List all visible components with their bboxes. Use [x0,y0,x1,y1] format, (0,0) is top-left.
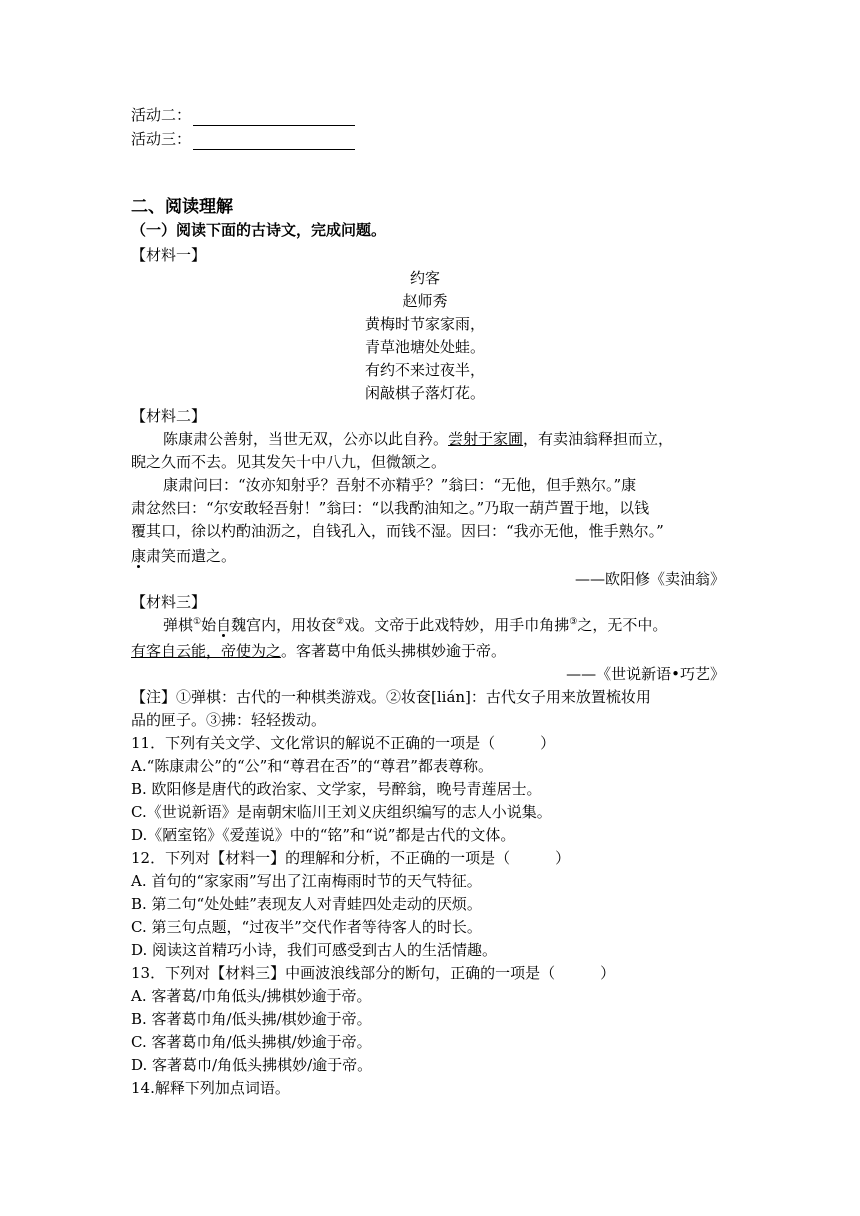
question-12-option-d[interactable]: D. 阅读这首精巧小诗，我们可感受到古人的生活情趣。 [131,941,498,959]
material1-label: 【材料一】 [131,246,207,264]
question-12-option-b[interactable]: B. 第二句“处处蛙”表现友人对青蛙四处走动的厌烦。 [131,895,482,913]
material3-text-b: 始 [201,616,217,634]
question-13-option-a[interactable]: A. 客著葛/巾角低头/拂棋妙逾于帝。 [131,987,372,1005]
question-13-option-c[interactable]: C. 客著葛巾角/低头拂棋/妙逾于帝。 [131,1033,372,1051]
material2-p2-line2: 肃忿然曰：“尔安敢轻吾射！”翁曰：“以我酌油知之。”乃取一葫芦置于地，以钱 [131,499,650,517]
section-title: 二、阅读理解 [131,197,233,217]
material2-p2-line3: 覆其口，徐以杓酌油沥之，自钱孔入，而钱不湿。因曰：“我亦无他，惟手熟尔。” [131,522,664,540]
question-12-option-c[interactable]: C. 第三句点题，“过夜半”交代作者等待客人的时长。 [131,918,482,936]
poem-title: 约客 [409,269,440,287]
poem-line-4: 闲敲棋子落灯花。 [364,384,485,402]
poem-line-1: 黄梅时节家家雨， [364,315,485,333]
material2-p1-text-a: 陈康肃公善射，当世无双，公亦以此自矜。 [163,430,449,448]
poem-author: 赵师秀 [402,292,448,310]
material2-p1-text-b: ，有卖油翁释担而立， [523,430,674,448]
dotted-word-kang: 康 [131,547,147,565]
note-line-2: 品的匣子。③拂：轻轻拨动。 [131,711,327,729]
material3-text-f: 。客著葛中角低头拂棋妙逾于帝。 [281,642,507,660]
note-line-1: 【注】①弹棋：古代的一种棋类游戏。②妆奁[lián]：古代女子用来放置梳妆用 [131,688,651,706]
footnote-ref-3: ③ [569,617,578,627]
question-11-option-d[interactable]: D.《陋室铭》《爱莲说》中的“铭”和“说”都是古代的文体。 [131,826,516,844]
material2-underlined-phrase: 尝射于家圃 [448,430,524,448]
material2-p1-line2: 睨之久而不去。见其发矢十中八九，但微颔之。 [131,453,447,471]
activity-3-blank[interactable] [193,134,355,150]
material3-text-d: 戏。文帝于此戏特妙，用手巾角拂 [344,616,570,634]
footnote-ref-2: ② [336,617,345,627]
material3-p1 [163,614,667,636]
activity-3-label: 活动三： [131,130,192,148]
poem-line-2: 青草池塘处处蛙。 [364,338,485,356]
material2-p2-line4 [131,545,236,567]
poem-line-3: 有约不来过夜半， [364,361,485,379]
question-12-option-a[interactable]: A. 首句的“家家雨”写出了江南梅雨时节的天气特征。 [131,872,482,890]
question-14-stem: 14.解释下列加点词语。 [131,1079,290,1097]
question-11-stem: 11．下列有关文学、文化常识的解说不正确的一项是（ ） [131,734,556,752]
material2-p2-text-d: 肃笑而遣之。 [146,547,237,565]
activity-2-blank[interactable] [193,110,355,126]
dotted-word-zi: 自 [216,616,232,634]
material2-source: ——欧阳修《卖油翁》 [574,570,725,588]
material3-source: ——《世说新语•巧艺》 [566,665,725,683]
question-13-option-b[interactable]: B. 客著葛巾角/低头拂/棋妙逾于帝。 [131,1010,372,1028]
material3-underlined-phrase: 有客自云能，帝使为之 [131,642,282,660]
material2-p2-line1: 康肃问曰：“汝亦知射乎？吾射不亦精乎？”翁曰：“无他，但手熟尔。”康 [163,476,637,494]
material3-text-a: 弹棋 [163,616,194,634]
material3-p2 [131,640,506,662]
question-11-option-a[interactable]: A.“陈康肃公”的“公”和“尊君在否”的“尊君”都表尊称。 [131,757,493,775]
question-11-option-b[interactable]: B. 欧阳修是唐代的政治家、文学家，号醉翁，晚号青莲居士。 [131,780,542,798]
question-12-stem: 12．下列对【材料一】的理解和分析，不正确的一项是（ ） [131,849,571,867]
material2-label: 【材料二】 [131,407,207,425]
material3-label: 【材料三】 [131,593,207,611]
question-13-stem: 13．下列对【材料三】中画波浪线部分的断句，正确的一项是（ ） [131,964,616,982]
subsection-title: （一）阅读下面的古诗文，完成问题。 [131,221,387,239]
question-11-option-c[interactable]: C.《世说新语》是南朝宋临川王刘义庆组织编写的志人小说集。 [131,803,552,821]
activity-2-line [131,104,355,126]
activity-3-line [131,128,355,150]
material2-p1-line1 [163,428,673,450]
question-13-option-d[interactable]: D. 客著葛巾/角低头拂棋妙/逾于帝。 [131,1056,373,1074]
footnote-ref-1: ① [193,617,202,627]
activity-2-label: 活动二： [131,106,192,124]
material3-text-e: 之，无不中。 [577,616,668,634]
material3-text-c: 魏宫内，用妆奁 [231,616,337,634]
